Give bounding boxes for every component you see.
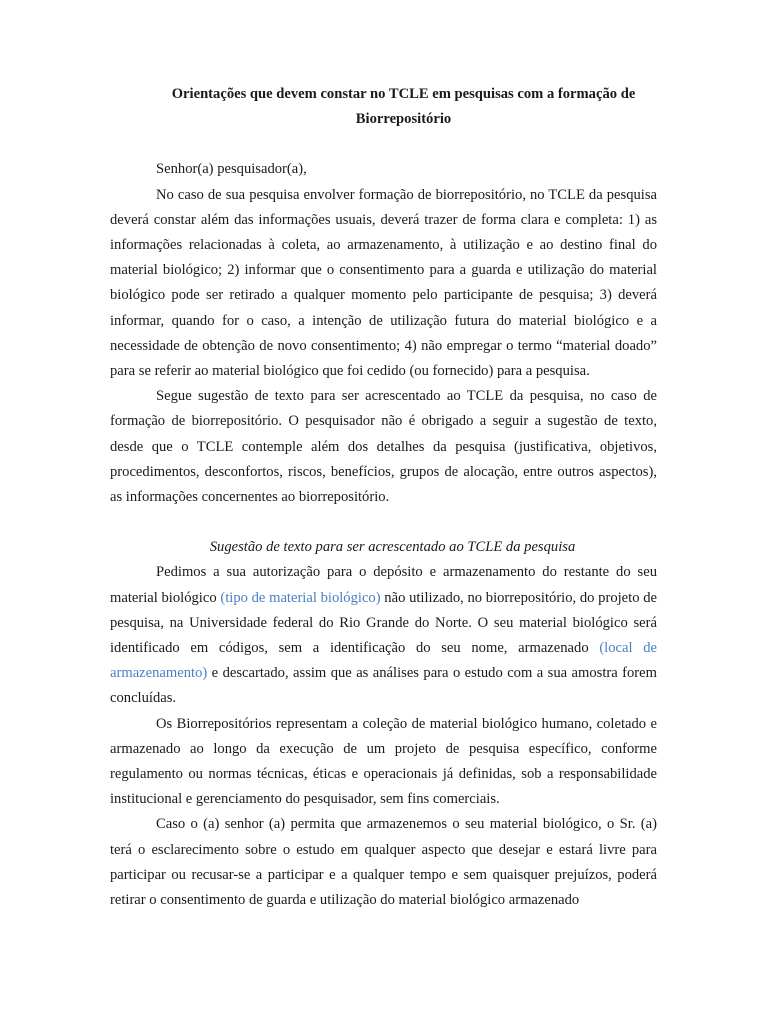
- authorization-text-3: e descartado, assim que as análises para o estudo com a sua amostra forem concluídas.: [110, 665, 657, 707]
- paragraph-guidelines: No caso de sua pesquisa envolver formação de biorrepositório, no TCLE da pesquisa deverá constar além das informações usuais, deverá trazer de forma clara e completa: 1) as informações relacionadas à coleta, ao armazenamento, à utilização e ao destino final do material biológico; 2) informar que o consentimento para a guarda e utilização do material biológico pode ser retirado a qualquer momento pelo participante de pesquisa; 3) deverá informar, quando for o caso, a intenção de utilização futura do material biológico e a necessidade de obtenção de novo consentimento; 4) não empregar o termo “material doado” para se referir ao material biológico que foi cedido (ou fornecido) para a pesquisa.: [110, 186, 657, 380]
- placeholder-storage-location: (local de armazenamento): [110, 640, 657, 682]
- authorization-text-2: não utilizado, no biorrepositório, do projeto de pesquisa, na Universidade federal do Rio Grande do Norte. O seu material biológico será identificado em códigos, sem a identificação do seu nome, armazenado: [110, 589, 657, 657]
- paragraph-authorization: [110, 560, 657, 711]
- authorization-text-1: Pedimos a sua autorização para o depósito e armazenamento do restante do seu material biológico: [110, 564, 657, 606]
- salutation: Senhor(a) pesquisador(a),: [156, 161, 307, 178]
- paragraph-biorepository-definition: Os Biorrepositórios representam a coleção de material biológico humano, coletado e armazenado ao longo da execução de um projeto de pesquisa específico, conforme regulamento ou normas técnicas, éticas e operacionais já definidas, sob a responsabilidade institucional e gerenciamento do pesquisador, sem fins comerciais.: [110, 715, 657, 808]
- title-line-1: Orientações que devem constar no TCLE em pesquisas com a formação de: [171, 86, 636, 102]
- document-title: [110, 82, 657, 132]
- paragraph-consent-rights: Caso o (a) senhor (a) permita que armazenemos o seu material biológico, o Sr. (a) terá o esclarecimento sobre o estudo em qualquer aspecto que desejar e estará livre para participar ou recusar-se a participar e a qualquer tempo e sem quaisquer prejuízos, poderá retirar o consentimento de guarda e utilização do material biológico armazenado: [110, 816, 657, 909]
- paragraph-suggestion-intro: Segue sugestão de texto para ser acrescentado ao TCLE da pesquisa, no caso de formação de biorrepositório. O pesquisador não é obrigado a seguir a sugestão de texto, desde que o TCLE contemple além dos detalhes da pesquisa (justificativa, objetivos, procedimentos, desconfortos, riscos, benefícios, grupos de alocação, entre outros aspectos), as informações concernentes ao biorrepositório.: [110, 388, 657, 506]
- document-body: [110, 82, 657, 913]
- title-line-2: Biorrepositório: [355, 111, 452, 128]
- placeholder-material-type: (tipo de material biológico): [220, 589, 381, 606]
- section-subtitle: Sugestão de texto para ser acrescentado ao TCLE da pesquisa: [209, 539, 576, 556]
